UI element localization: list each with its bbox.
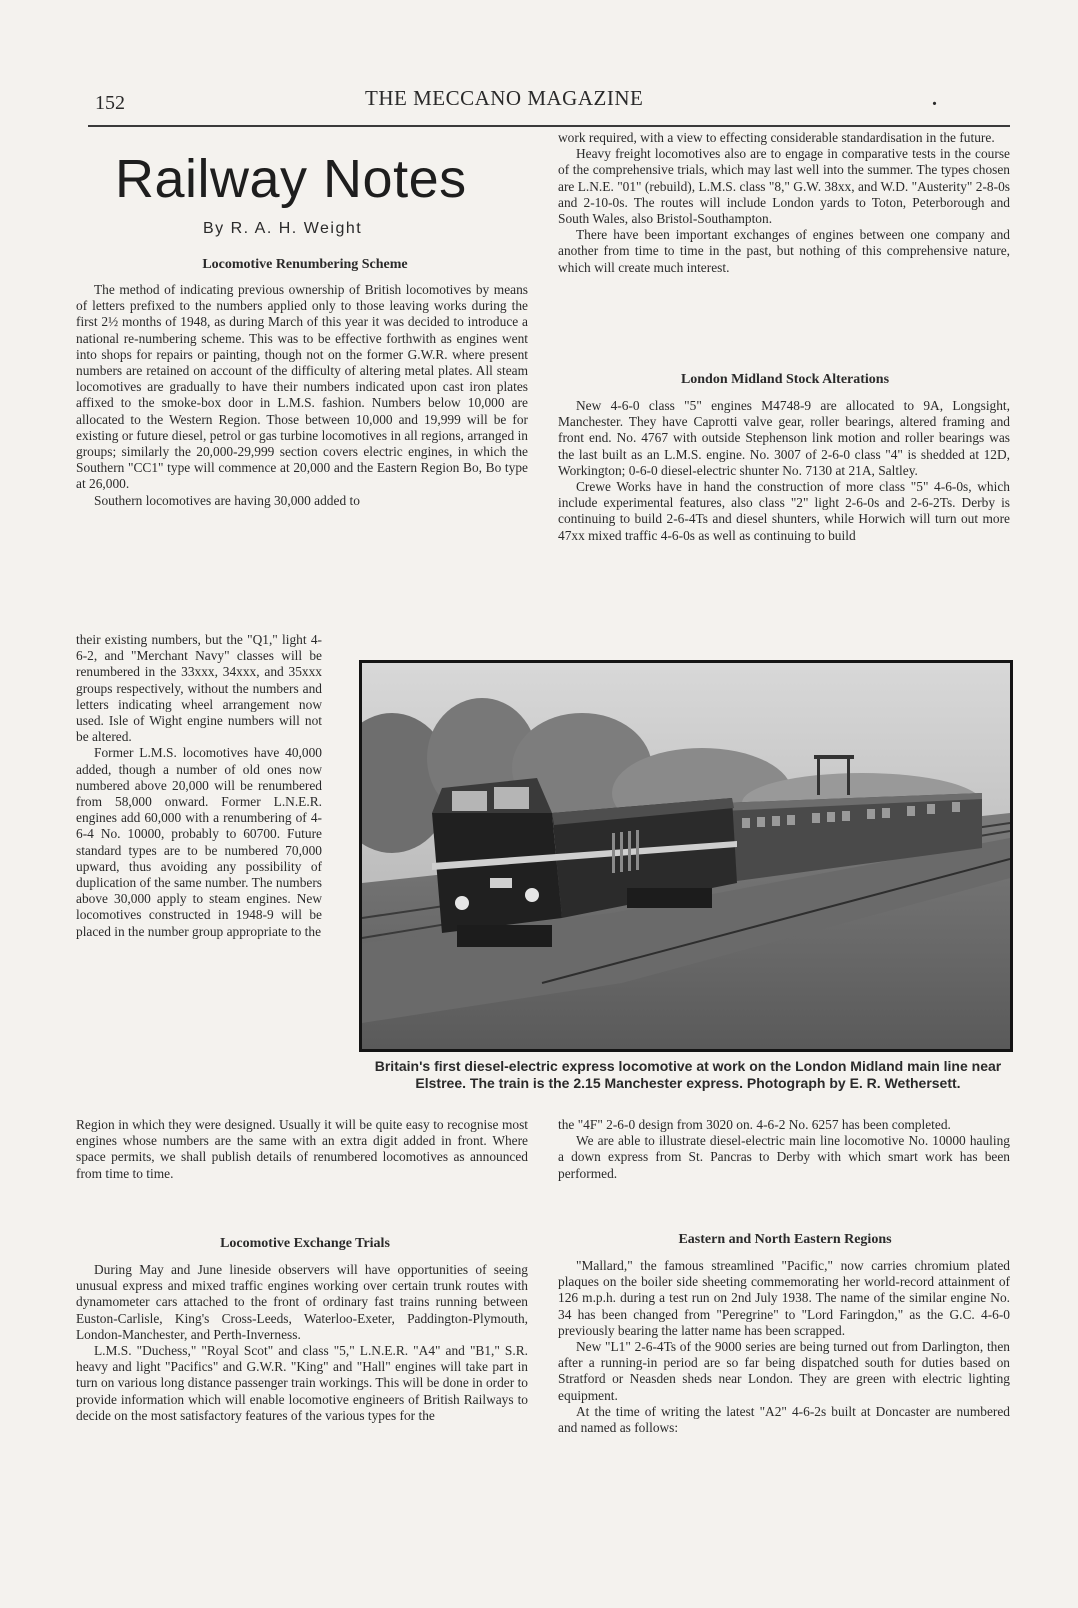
- heading-eastern: Eastern and North Eastern Regions: [678, 1232, 892, 1247]
- renumbering-body: [76, 282, 528, 509]
- exchange-para-3: Heavy freight locomotives also are to engage in comparative tests in the course of the comprehensive trials, which may last well into the summer. The types chosen are L.N.E. "01" (rebuild), L.M.S. class "8," G.W. 38xx, and W.D. "Austerity" 2-8-0s and 2-10-0s. The routes will include London yards to Toton, Peterborough and South Wales, also Bristol-Southampton.: [558, 146, 1010, 227]
- article-title: Railway Notes: [115, 149, 467, 209]
- eastern-para-3: At the time of writing the latest "A2" 4-6-2s built at Doncaster are numbered and named as follows:: [558, 1403, 1010, 1436]
- eastern-para-2: New "L1" 2-6-4Ts of the 9000 series are being turned out from Darlington, then after a running-in period are so far being dispatched south for duties based on Stratford or Neasden sheds near London. They are green with electric lighting equipment.: [558, 1339, 1010, 1403]
- magazine-title: THE MECCANO MAGAZINE: [365, 86, 644, 110]
- exchange-para-2-cont: work required, with a view to effecting considerable standardisation in the future.: [558, 130, 995, 145]
- eastern-para-1: "Mallard," the famous streamlined "Pacific," now carries chromium plated plaques on the boiler side sheeting commemorating her world-record attainment of 126 m.p.h. during a test run on 2nd July 1938. The name of the similar engine No. 34 has been changed from "Peregrine" to "Lord Faringdon," as the G.C. 4-6-0 previously bearing the latter name has been scrapped.: [558, 1258, 1010, 1338]
- lmr-para-2-cont: the "4F" 2-6-0 design from 3020 on. 4-6-2 No. 6257 has been completed.: [558, 1117, 951, 1132]
- renumbering-narrow-body: [76, 632, 322, 940]
- lmr-para-3: We are able to illustrate diesel-electric main line locomotive No. 10000 hauling a down express from St. Pancras to Derby with which smart work has been performed.: [558, 1133, 1010, 1181]
- eastern-body: [558, 1258, 1010, 1436]
- renumbering-para-2-rest: their existing numbers, but the "Q1," light 4-6-2, and "Merchant Navy" classes will be renumbered in the 33xxx, 34xxx, and 35xxx groups respectively, without the numbers and letters indicating wheel arrangement now used. Isle of Wight engine numbers will not be altered.: [76, 632, 322, 745]
- exchange-continued: [558, 130, 1010, 276]
- renumbering-continued: [76, 1117, 528, 1182]
- photo-caption: Britain's first diesel-electric express locomotive at work on the London Midland main line near Elstree. The train is the 2.15 Manchester express. Photograph by E. R. Wethersett.: [374, 1058, 1002, 1091]
- renumbering-para-1: The method of indicating previous ownership of British locomotives by means of letters prefixed to the numbers applied only to those leaving works during the first 2½ months of 1948, as during March of this year it was decided to introduce a national re-numbering scheme. This was to be effective forthwith as engines went into shops for repairs or painting, though not on the former G.W.R. where present numbers are retained on account of the difficulty of altering metal plates. All steam locomotives are gradually to have their numbers indicated upon cast iron plates affixed to the smoke-box door in L.M.S. fashion. Numbers below 10,000 are allocated to the Western Region. Those between 10,000 and 19,999 will be for existing or future diesel, petrol or gas turbine locomotives in all regions, arranged in groups; similarly the 20,000-29,999 section covers electric engines, in which the Southern "CC1" type will commence at 20,000 and the Eastern Region Bo, Bo type at 26,000.: [76, 282, 528, 492]
- exchange-para-4: There have been important exchanges of engines between one company and another from time to time in the past, but nothing of this comprehensive nature, which will create much interest.: [558, 227, 1010, 275]
- heading-renumbering: Locomotive Renumbering Scheme: [202, 257, 408, 272]
- lmr-para-2: Crewe Works have in hand the construction of more class "5" 4-6-0s, which include experimental features, also class "2" light 2-6-0s and 2-6-2Ts. Derby is continuing to build 2-6-4Ts and diesel shunters, while Horwich will turn out more 47xx mixed traffic 4-6-0s as well as continuing to build: [558, 479, 1010, 543]
- heading-lmr: London Midland Stock Alterations: [680, 372, 890, 387]
- exchange-para-1: During May and June lineside observers will have opportunities of seeing unusual express and mixed traffic engines working over certain trunk routes with dynamometer cars attached to the front of ordinary fast trains running between Euston-Carlisle, King's Cross-Leeds, Waterloo-Exeter, Paddington-Plymouth, London-Manchester, and Perth-Inverness.: [76, 1262, 528, 1342]
- locomotive-photo: [359, 660, 1013, 1052]
- renumbering-para-3: Former L.M.S. locomotives have 40,000 added, though a number of old ones now numbered above 20,000 will be renumbered from 58,000 onward. Former L.N.E.R. engines add 60,000 with a renumbering of 4-6-4 No. 10000, probably to 60700. Future standard types are to be numbered 70,000 upward, thus avoiding any possibility of duplication of the same number. The numbers above 30,000 apply to steam engines. New locomotives constructed in 1948-9 will be placed in the number group appropriate to the: [76, 745, 322, 939]
- heading-exchange: Locomotive Exchange Trials: [220, 1236, 390, 1251]
- locomotive-illustration: [362, 663, 1010, 1049]
- lmr-body: [558, 398, 1010, 544]
- exchange-para-2: L.M.S. "Duchess," "Royal Scot" and class "5," L.N.E.R. "A4" and "B1," S.R. heavy and light "Pacifics" and G.W.R. "King" and "Hall" engines will take part in turn on various long distance passenger train workings. This will be done in order to provide information which will enable locomotive engineers of British Railways to decide on the most satisfactory features of the various types for the: [76, 1343, 528, 1423]
- header-dot: .: [932, 88, 937, 110]
- renumbering-para-3-cont: Region in which they were designed. Usually it will be quite easy to recognise most engines whose numbers are the same with an extra digit added in front. Where space permits, we shall publish details of renumbered locomotives as announced from time to time.: [76, 1117, 528, 1181]
- article-byline: By R. A. H. Weight: [203, 220, 363, 237]
- page-number: 152: [95, 92, 125, 114]
- renumbering-para-2-lead: Southern locomotives are having 30,000 added to: [94, 492, 360, 508]
- header-rule: [88, 125, 1010, 127]
- lmr-continued: [558, 1117, 1010, 1182]
- exchange-body: [76, 1262, 528, 1424]
- lmr-para-1: New 4-6-0 class "5" engines M4748-9 are allocated to 9A, Longsight, Manchester. They have Caprotti valve gear, roller bearings, altered framing and front end. No. 4767 with outside Stephenson link motion and roller bearings was the last built as an L.M.S. engine. No. 3007 of 2-6-0 class "4" is shedded at 12D, Workington; 0-6-0 diesel-electric shunter No. 7130 at 21A, Saltley.: [558, 398, 1010, 478]
